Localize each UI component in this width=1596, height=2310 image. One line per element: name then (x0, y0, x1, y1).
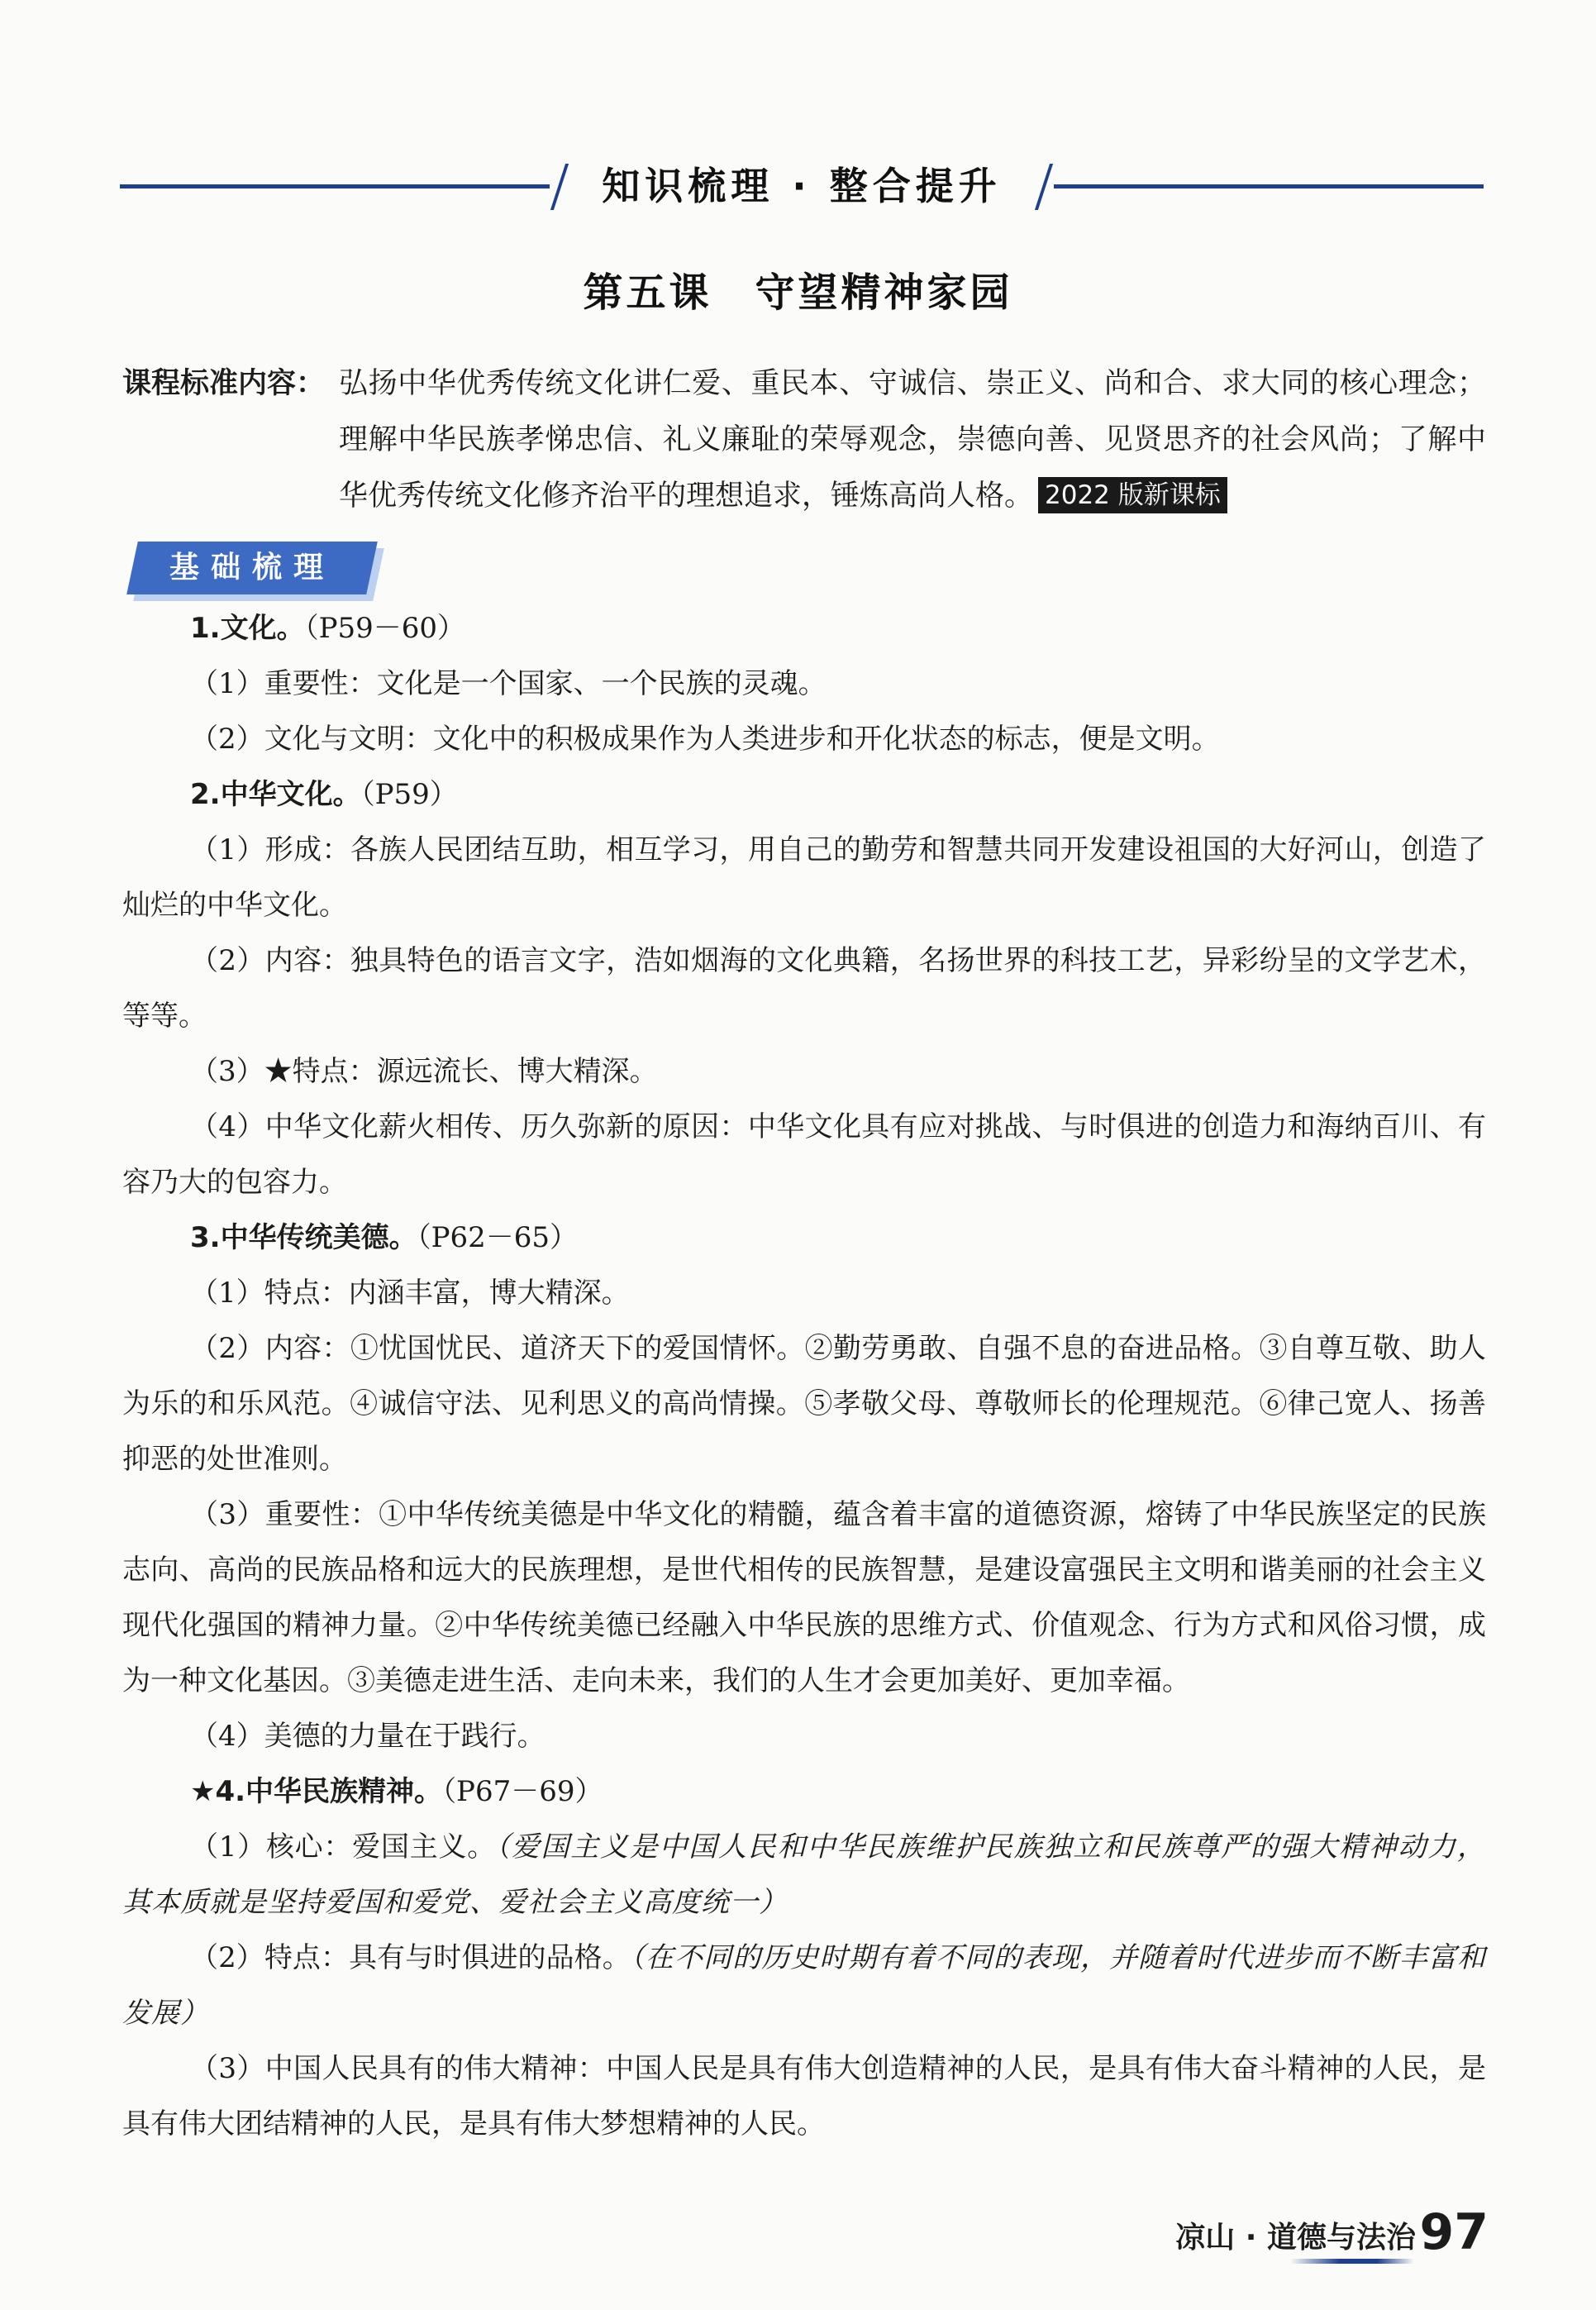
new-standard-badge: 2022 版新课标 (1038, 477, 1227, 513)
paragraph: （3）重要性：①中华传统美德是中华文化的精髓，蕴含着丰富的道德资源，熔铸了中华民族坚定的民族志向、高尚的民族品格和远大的民族理想，是世代相传的民族智慧，是建设富强民主文明和谐美丽的社会主义现代化强国的精神力量。②中华传统美德已经融入中华民族的思维方式、价值观念、行为方式和风俗习惯，成为一种文化基因。③美德走进生活、走向未来，我们的人生才会更加美好、更加幸福。 (122, 1498, 1486, 1697)
paragraph: （2）内容：①忧国忧民、道济天下的爱国情怀。②勤劳勇敢、自强不息的奋进品格。③自尊互敬、助人为乐的和乐风范。④诚信守法、见利思义的高尚情操。⑤孝敬父母、尊敬师长的伦理规范。⑥律己宽人、扬善抑恶的处世准则。 (122, 1332, 1486, 1476)
paragraph (122, 1820, 1486, 1931)
page-ref: （P59－60） (304, 612, 465, 645)
paragraph: （1）重要性：文化是一个国家、一个民族的灵魂。 (190, 667, 827, 700)
header-slash-left (550, 164, 569, 210)
page-ref: （P62－65） (417, 1221, 578, 1254)
paragraph: （1）特点：内涵丰富，博大精深。 (190, 1277, 630, 1310)
paragraph: （3）★特点：源远流长、博大精深。 (190, 1055, 658, 1088)
header-slash-right (1035, 164, 1053, 210)
lesson-title: 第五课 守望精神家园 (583, 270, 1013, 316)
paragraph-main: （2）特点：具有与时俱进的品格。 (190, 1941, 631, 1974)
header-title: 知识梳理 · 整合提升 (602, 164, 1002, 208)
paragraph-note: （爱国主义是中国人民和中华民族维护民族独立和民族尊严的强大精神动力，其本质就是坚持爱国和爱党、爱社会主义高度统一） (122, 1830, 1487, 1919)
item-heading (122, 601, 1486, 656)
heading-text: 3.中华传统美德。 (190, 1221, 417, 1254)
paragraph-main: （1）核心：爱国主义。 (190, 1830, 496, 1864)
heading-text: 1.文化。 (190, 612, 305, 645)
paragraph: （3）中国人民具有的伟大精神：中国人民是具有伟大创造精神的人民，是具有伟大奋斗精神的人民，是具有伟大团结精神的人民，是具有伟大梦想精神的人民。 (122, 2052, 1486, 2141)
footer-underline (1290, 2259, 1414, 2264)
page-ref: （P59） (360, 778, 458, 811)
heading-text: 2.中华文化。 (190, 778, 361, 811)
item-heading (122, 1764, 1486, 1820)
paragraph (122, 1931, 1486, 2041)
footer-label: 凉山 · 道德与法治 (1175, 2221, 1416, 2255)
heading-text: ★4.中华民族精神。 (190, 1775, 443, 1808)
content-body (122, 601, 1486, 2152)
standard-text-block (339, 356, 1486, 524)
paragraph: （2）内容：独具特色的语言文字，浩如烟海的文化典籍，名扬世界的科技工艺，异彩纷呈的文学艺术，等等。 (122, 944, 1486, 1033)
paragraph: （1）形成：各族人民团结互助，相互学习，用自己的勤劳和智慧共同开发建设祖国的大好河山，创造了灿烂的中华文化。 (122, 833, 1486, 922)
paragraph: （4）中华文化薪火相传、历久弥新的原因：中华文化具有应对挑战、与时俱进的创造力和海纳百川、有容乃大的包容力。 (122, 1110, 1486, 1199)
section-header (120, 157, 1484, 215)
paragraph: （2）文化与文明：文化中的积极成果作为人类进步和开化状态的标志，便是文明。 (190, 723, 1220, 756)
standard-text: 弘扬中华优秀传统文化讲仁爱、重民本、守诚信、崇正义、尚和合、求大同的核心理念；理解中华民族孝悌忠信、礼义廉耻的荣辱观念，崇德向善、见贤思齐的社会风尚；了解中华优秀传统文化修齐治平的理想追求，锤炼高尚人格。 (339, 367, 1486, 513)
item-heading (122, 1210, 1486, 1266)
page-number: 97 (1419, 2203, 1489, 2261)
header-rule-right (1054, 184, 1484, 189)
paragraph: （4）美德的力量在于践行。 (190, 1720, 545, 1753)
paragraph-note: （在不同的历史时期有着不同的表现，并随着时代进步而不断丰富和发展） (122, 1941, 1486, 2030)
item-heading (122, 767, 1486, 823)
page-ref: （P67－69） (442, 1775, 603, 1808)
section-tag: 基础梳理 (169, 551, 335, 585)
header-rule-left (120, 184, 550, 189)
standard-label: 课程标准内容： (122, 367, 326, 400)
